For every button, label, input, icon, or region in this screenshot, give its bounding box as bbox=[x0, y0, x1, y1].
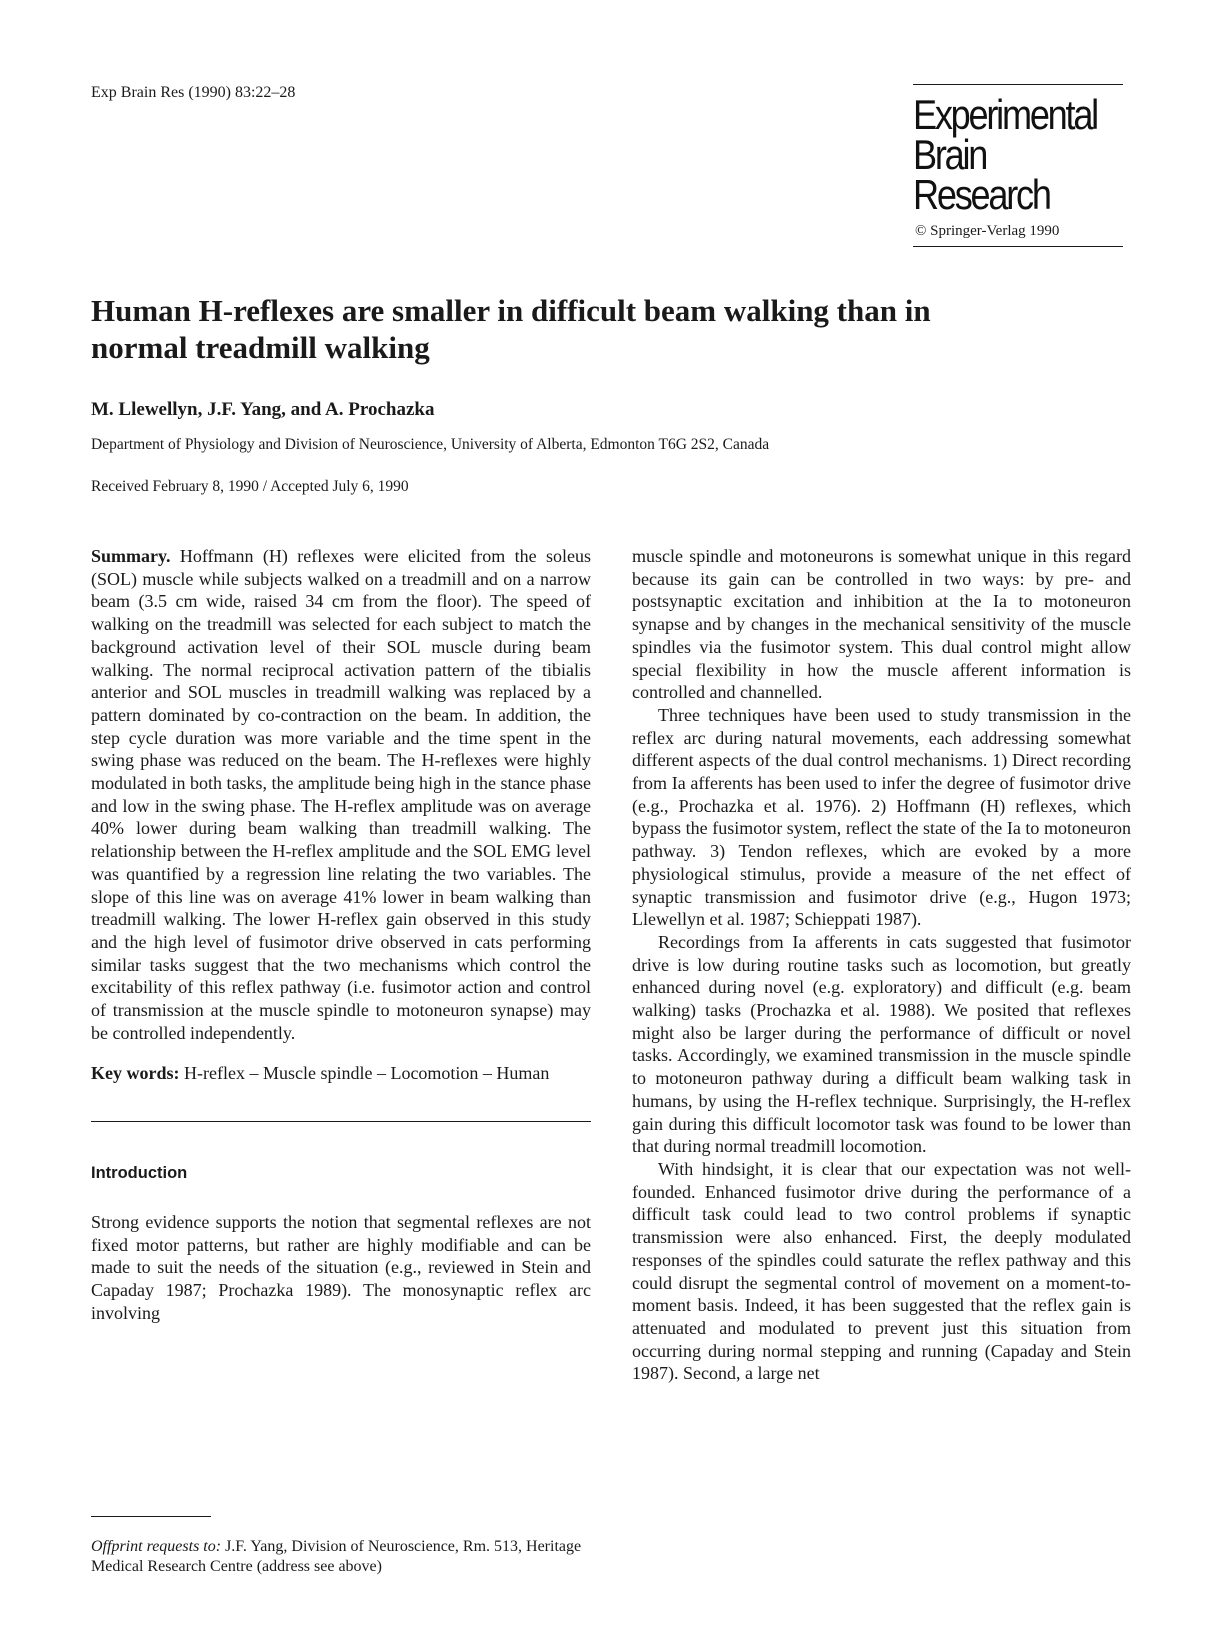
right-column bbox=[632, 545, 1131, 1385]
keywords-paragraph bbox=[91, 1062, 591, 1085]
right-paragraph-4: With hindsight, it is clear that our expectation was not well-founded. Enhanced fusimotor drive during the performance of a difficult task could lead to two control problems if synaptic transmission were also enhanced. First, the deeply modulated responses of the spindles could saturate the reflex pathway and this could disrupt the segmental control of movement on a moment-to-moment basis. Indeed, it has been suggested that the reflex gain is attenuated and modulated to prevent just this situation from occurring during normal stepping and running (Capaday and Stein 1987). Second, a large net bbox=[632, 1158, 1131, 1384]
footnote-label: Offprint requests to: bbox=[91, 1538, 222, 1555]
authors: M. Llewellyn, J.F. Yang, and A. Prochazka bbox=[91, 399, 435, 420]
footnote-separator bbox=[91, 1516, 211, 1517]
right-paragraph-1: muscle spindle and motoneurons is somewhat unique in this regard because its gain can be controlled in two ways: by pre- and postsynaptic excitation and inhibition at the Ia to motoneuron synapse and by changes in the mechanical sensitivity of the muscle spindles via the fusimotor system. This dual control might allow special flexibility in how the muscle afferent information is controlled and channelled. bbox=[632, 546, 1131, 703]
section-separator bbox=[91, 1121, 591, 1122]
summary-label: Summary. bbox=[91, 546, 171, 566]
keywords-label: Key words: bbox=[91, 1063, 180, 1084]
left-column bbox=[91, 545, 591, 1324]
journal-logo bbox=[913, 91, 1097, 218]
footnote bbox=[91, 1537, 591, 1577]
right-paragraph-2: Three techniques have been used to study transmission in the reflex arc during natural movements, each addressing somewhat different aspects of the dual control mechanisms. 1) Direct recording from Ia afferents has been used to infer the degree of fusimotor drive (e.g., Prochazka et al. 1976). 2) Hoffmann (H) reflexes, which bypass the fusimotor system, reflect the state of the Ia to motoneuron pathway. 3) Tendon reflexes, which are evoked by a more physiological stimulus, provide a measure of the net effect of synaptic transmission and fusimotor drive (e.g., Hugon 1973; Llewellyn et al. 1987; Schieppati 1987). bbox=[632, 704, 1131, 930]
logo-top-rule bbox=[913, 84, 1123, 85]
summary-text: Hoffmann (H) reflexes were elicited from the soleus (SOL) muscle while subjects walked on a treadmill and on a narrow beam (3.5 cm wide, raised 34 cm from the floor). The speed of walking on the treadmill was selected for each subject to match the background activation level of their SOL muscle during beam walking. The normal reciprocal activation pattern of the tibialis anterior and SOL muscles in treadmill walking was replaced by a pattern dominated by co-contraction on the beam. In addition, the step cycle duration was more variable and the time spent in the swing phase was reduced on the beam. The H-reflexes were highly modulated in both tasks, the amplitude being high in the stance phase and low in the swing phase. The H-reflex amplitude was on average 40% lower during beam walking than treadmill walking. The relationship between the H-reflex amplitude and the SOL EMG level was quantified by a regression line relating the two variables. The slope of this line was on average 41% lower in beam walking than treadmill walking. The lower H-reflex gain observed in this study and the high level of fusimotor drive observed in cats performing similar tasks suggest that the two mechanisms which control the excitability of this reflex pathway (i.e. fusimotor action and control of transmission at the muscle spindle to motoneuron synapse) may be controlled independently. bbox=[91, 546, 591, 1043]
received-dates: Received February 8, 1990 / Accepted July 6, 1990 bbox=[91, 478, 409, 495]
journal-logo-line1: Experimental bbox=[913, 91, 1097, 138]
right-paragraph-3: Recordings from Ia afferents in cats suggested that fusimotor drive is low during routine tasks such as locomotion, but greatly enhanced during novel (e.g. exploratory) and difficult (e.g. beam walking) tasks (Prochazka et al. 1988). We posited that reflexes might also be larger during the performance of difficult or novel tasks. Accordingly, we examined transmission in the muscle spindle to motoneuron pathway during a difficult beam walking task in humans, by using the H-reflex technique. Surprisingly, the H-reflex gain during this difficult locomotor task was found to be lower than that during normal treadmill locomotion. bbox=[632, 931, 1131, 1157]
copyright: © Springer-Verlag 1990 bbox=[915, 223, 1060, 239]
journal-citation: Exp Brain Res (1990) 83:22–28 bbox=[91, 84, 296, 101]
summary-paragraph bbox=[91, 545, 591, 1044]
footnote-separator-wrap bbox=[91, 1516, 211, 1517]
article-title: Human H-reflexes are smaller in difficult beam walking than in normal treadmill walking bbox=[91, 293, 931, 365]
affiliation: Department of Physiology and Division of Neuroscience, University of Alberta, Edmonton T6G 2S2, Canada bbox=[91, 436, 770, 453]
keywords-text: H-reflex – Muscle spindle – Locomotion – Human bbox=[184, 1063, 550, 1084]
journal-logo-box bbox=[913, 84, 1123, 247]
footnote-text: J.F. Yang, Division of Neuroscience, Rm. 513, Heritage Medical Research Centre (address see above) bbox=[91, 1538, 582, 1575]
journal-logo-line2: Brain Research bbox=[913, 131, 1050, 218]
logo-bottom-rule bbox=[913, 246, 1123, 247]
introduction-paragraph: Strong evidence supports the notion that segmental reflexes are not fixed motor patterns, but rather are highly modifiable and can be made to suit the needs of the situation (e.g., reviewed in Stein and Capaday 1987; Prochazka 1989). The monosynaptic reflex arc involving bbox=[91, 1211, 591, 1323]
introduction-heading: Introduction bbox=[91, 1164, 188, 1183]
